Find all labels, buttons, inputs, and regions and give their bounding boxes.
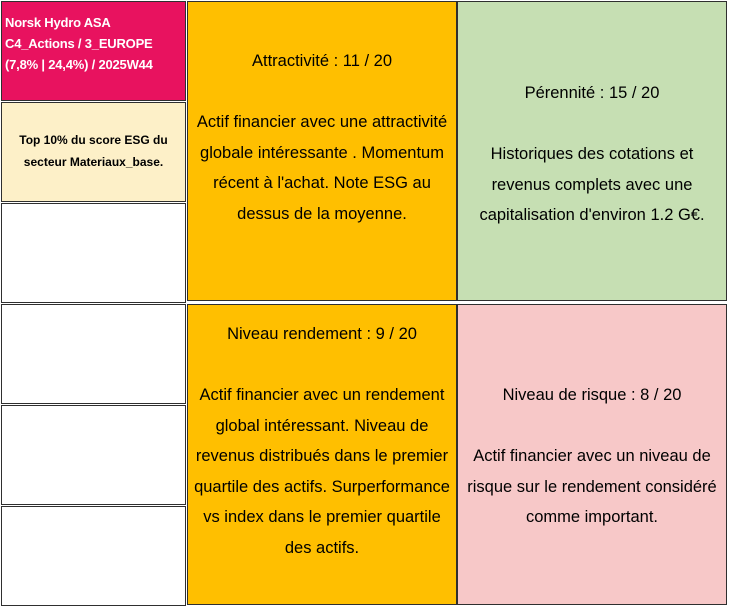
empty-cell-3: [1, 405, 186, 505]
empty-cell-1: [1, 203, 186, 303]
rendement-heading: Niveau rendement : 9 / 20: [227, 325, 417, 343]
rendement-quadrant: [187, 304, 457, 605]
risque-description: Actif financier avec un niveau de risque sur le rendement considéré comme important.: [467, 447, 717, 526]
esg-note-text: Top 10% du score ESG du secteur Materiaux_base.: [19, 133, 168, 169]
asset-name: Norsk Hydro ASA: [5, 15, 111, 30]
asset-category: C4_Actions / 3_EUROPE: [5, 36, 153, 51]
empty-cell-4: [1, 506, 186, 606]
esg-note-cell: [1, 102, 186, 202]
attractivite-description: Actif financier avec une attractivité globale intéressante . Momentum récent à l'achat. Note ESG au dessus de la moyenne.: [196, 113, 448, 223]
risque-quadrant: [457, 304, 727, 605]
rendement-description: Actif financier avec un rendement global intéressant. Niveau de revenus distribués dans le premier quartile des actifs. Surperformance vs index dans le premier quartile des actifs.: [194, 386, 450, 557]
perennite-quadrant: [457, 1, 727, 301]
empty-cell-2: [1, 304, 186, 404]
perennite-heading: Pérennité : 15 / 20: [524, 84, 660, 102]
attractivite-quadrant: [187, 1, 457, 301]
asset-performance-week: (7,8% | 24,4%) / 2025W44: [5, 57, 153, 72]
risque-heading: Niveau de risque : 8 / 20: [502, 386, 682, 404]
asset-title-cell: [1, 1, 186, 101]
attractivite-heading: Attractivité : 11 / 20: [251, 52, 392, 70]
perennite-description: Historiques des cotations et revenus complets avec une capitalisation d'environ 1.2 G€.: [479, 145, 705, 224]
